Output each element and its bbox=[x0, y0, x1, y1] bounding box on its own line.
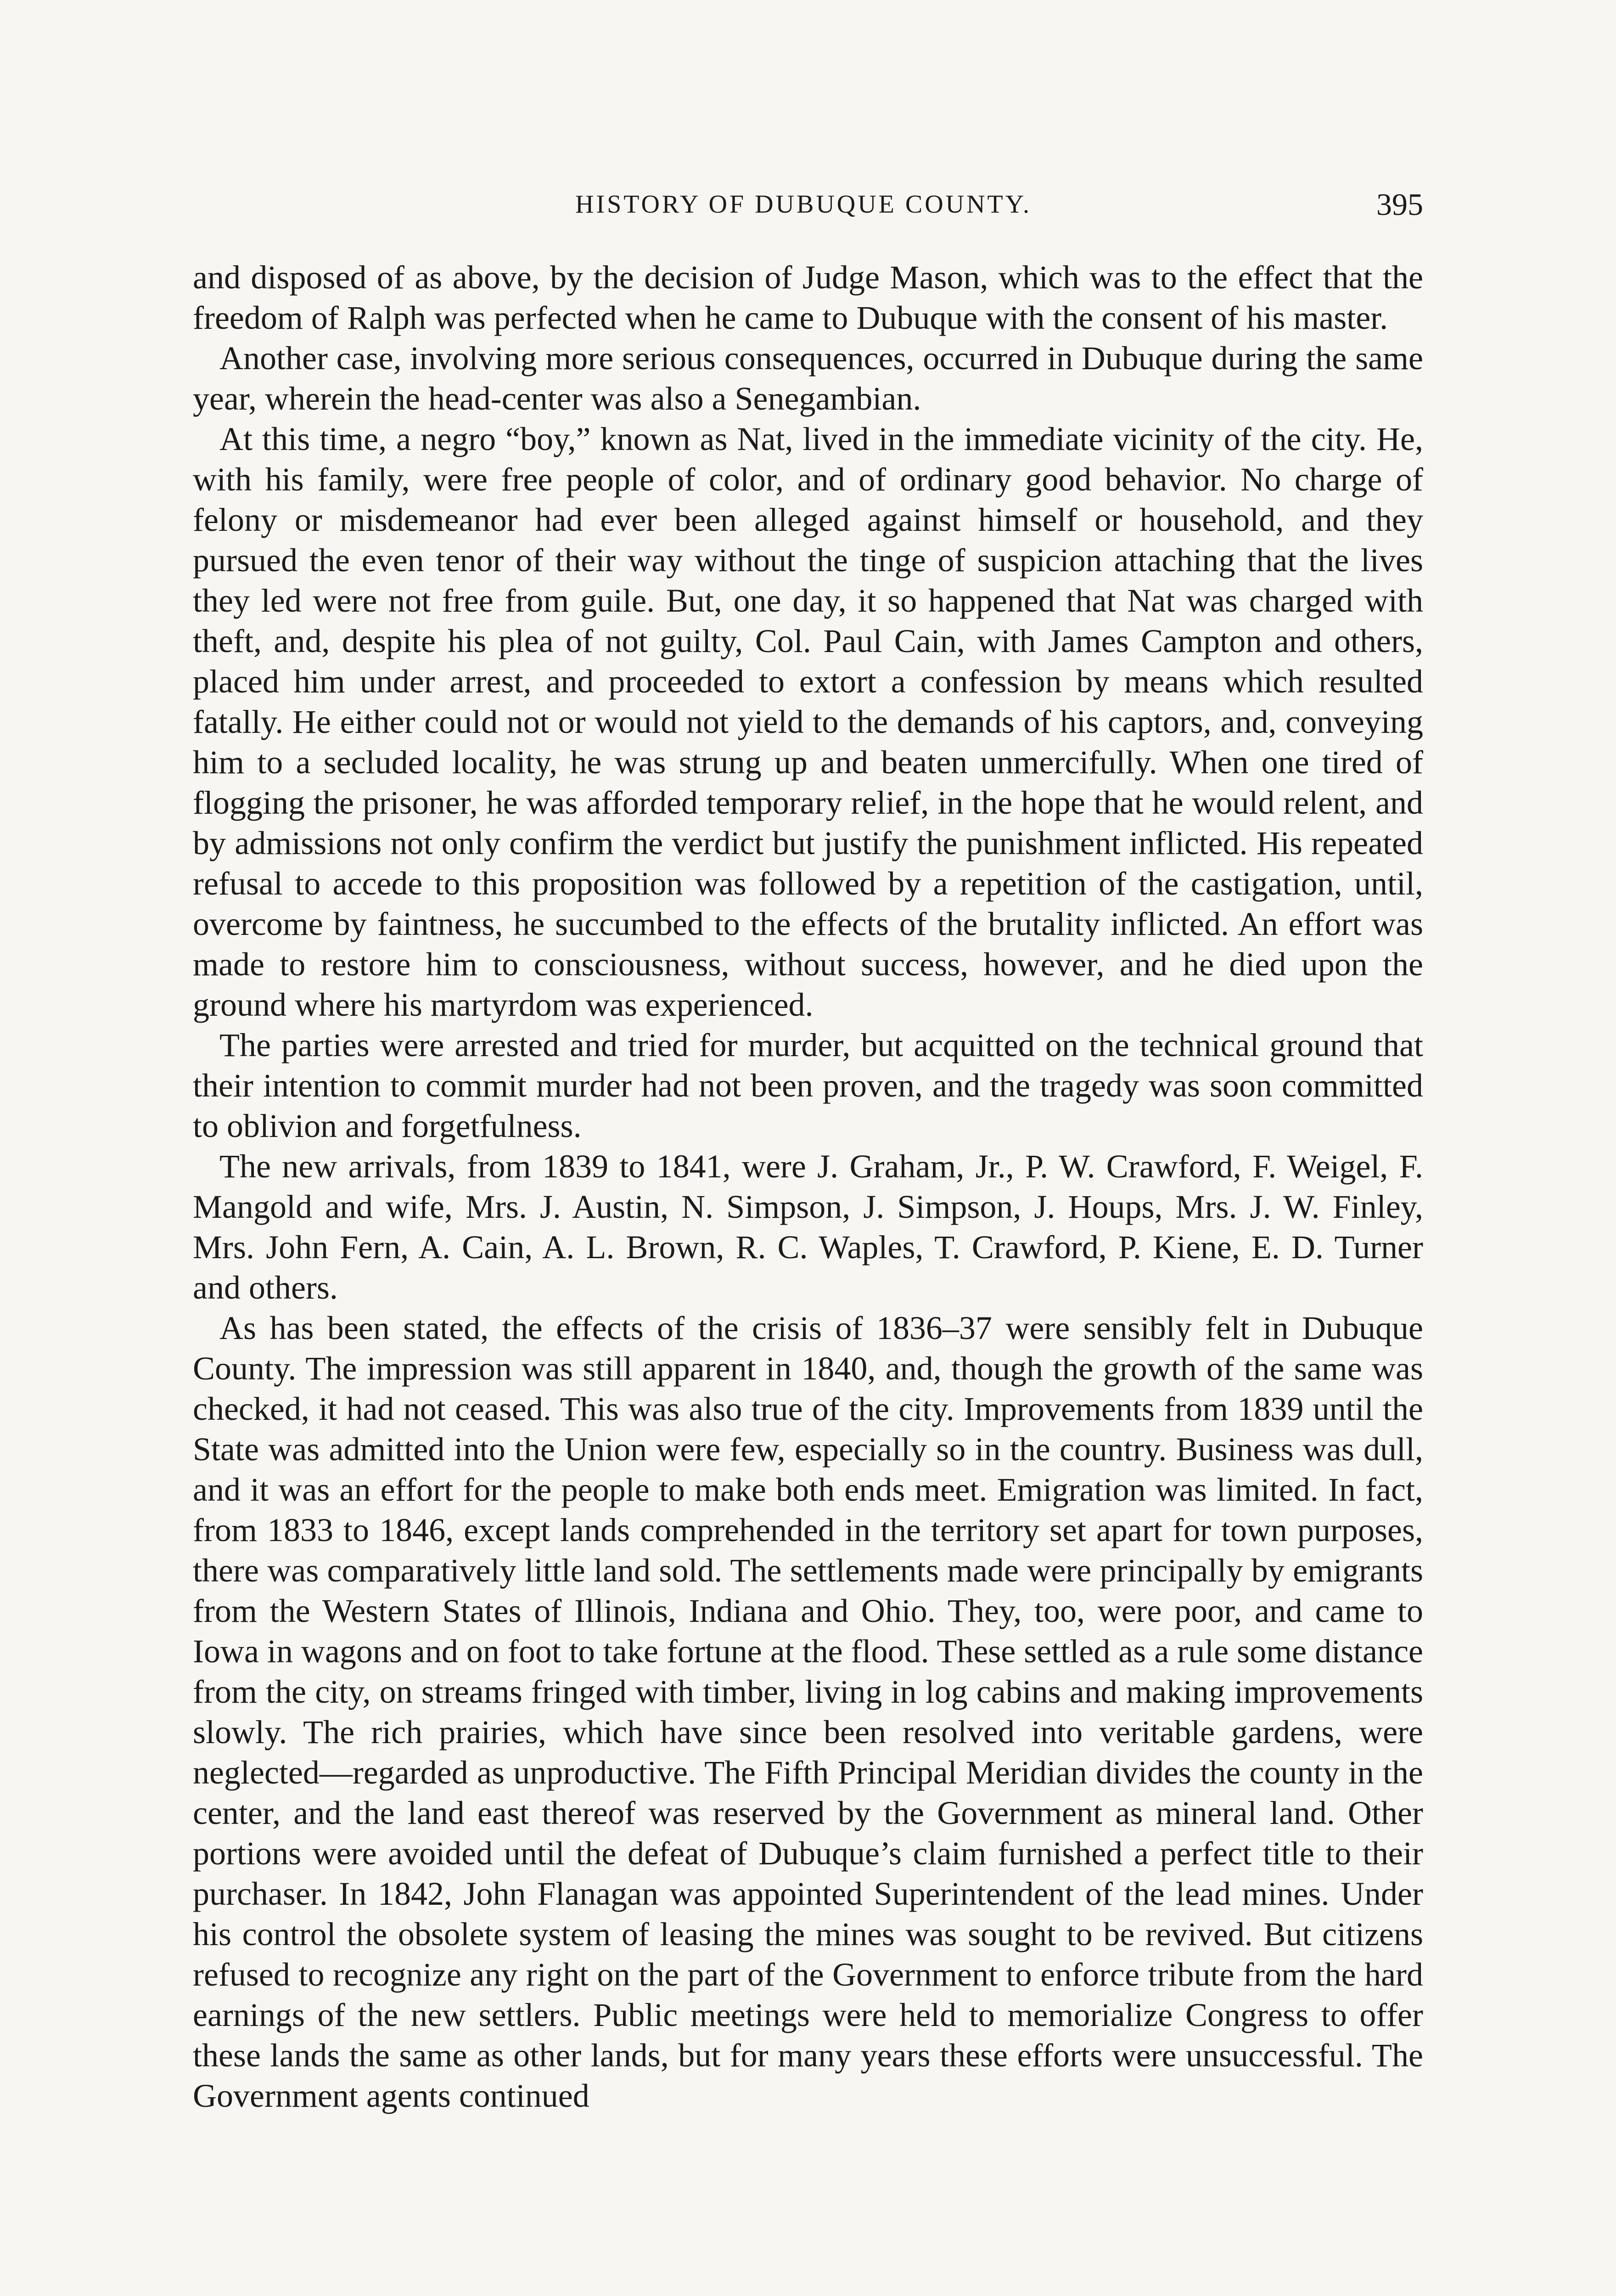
paragraph: Another case, involving more serious consequences, occurred in Dubuque during the same year, wherein the head-center was also a Senegambian. bbox=[193, 340, 1423, 417]
paragraph-continued: and disposed of as above, by the decision of Judge Mason, which was to the effect that the freedom of Ralph was perfected when he came to Dubuque with the consent of his master. bbox=[193, 259, 1423, 336]
paragraph: The new arrivals, from 1839 to 1841, were J. Graham, Jr., P. W. Crawford, F. Weigel, F. Mangold and wife, Mrs. J. Austin, N. Simpson, J. Simpson, J. Houps, Mrs. J. W. Finley, Mrs. John Fern, A. Cain, A. L. Brown, R. C. Waples, T. Crawford, P. Kiene, E. D. Turner and others. bbox=[193, 1148, 1423, 1306]
paragraph: The parties were arrested and tried for murder, but acquitted on the technical ground that their intention to commit murder had not been proven, and the tragedy was soon committed to oblivion and forgetfulness. bbox=[193, 1027, 1423, 1144]
paragraph: As has been stated, the effects of the crisis of 1836–37 were sensibly felt in Dubuque County. The impression was still apparent in 1840, and, though the growth of the same was checked, it had not ceased. This was also true of the city. Improvements from 1839 until the State was admitted into the Union were few, especially so in the country. Business was dull, and it was an effort for the people to make both ends meet. Emigration was limited. In fact, from 1833 to 1846, except lands comprehended in the territory set apart for town purposes, there was comparatively little land sold. The settlements made were principally by emigrants from the Western States of Illinois, Indiana and Ohio. They, too, were poor, and came to Iowa in wagons and on foot to take fortune at the flood. These settled as a rule some distance from the city, on streams fringed with timber, living in log cabins and making improvements slowly. The rich prairies, which have since been resolved into veritable gardens, were neglected—regarded as unproductive. The Fifth Principal Meridian divides the county in the center, and the land east thereof was reserved by the Government as mineral land. Other portions were avoided until the defeat of Dubuque’s claim furnished a perfect title to their purchaser. In 1842, John Flanagan was appointed Superintendent of the lead mines. Under his control the obsolete system of leasing the mines was sought to be revived. But citizens refused to recognize any right on the part of the Government to enforce tribute from the hard earnings of the new settlers. Public meetings were held to memorialize Congress to offer these lands the same as other lands, but for many years these efforts were unsuccessful. The Government agents continued bbox=[193, 1310, 1423, 2114]
page-number: 395 bbox=[1376, 187, 1423, 222]
running-head bbox=[184, 184, 1423, 225]
running-title: HISTORY OF DUBUQUE COUNTY. bbox=[575, 190, 1032, 219]
body-text bbox=[193, 257, 1423, 2116]
paragraph: At this time, a negro “boy,” known as Nat, lived in the immediate vicinity of the city. He, with his family, were free people of color, and of ordinary good behavior. No charge of felony or misdemeanor had ever been alleged against himself or household, and they pursued the even tenor of their way without the tinge of suspicion attaching that the lives they led were not free from guile. But, one day, it so happened that Nat was charged with theft, and, despite his plea of not guilty, Col. Paul Cain, with James Campton and others, placed him under arrest, and proceeded to extort a confession by means which resulted fatally. He either could not or would not yield to the demands of his captors, and, conveying him to a secluded locality, he was strung up and beaten unmercifully. When one tired of flogging the prisoner, he was afforded temporary relief, in the hope that he would relent, and by admissions not only confirm the verdict but justify the punishment inflicted. His repeated refusal to accede to this proposition was followed by a repetition of the castigation, until, overcome by faintness, he succumbed to the effects of the brutality inflicted. An effort was made to restore him to consciousness, without success, however, and he died upon the ground where his martyrdom was experienced. bbox=[193, 421, 1423, 1023]
